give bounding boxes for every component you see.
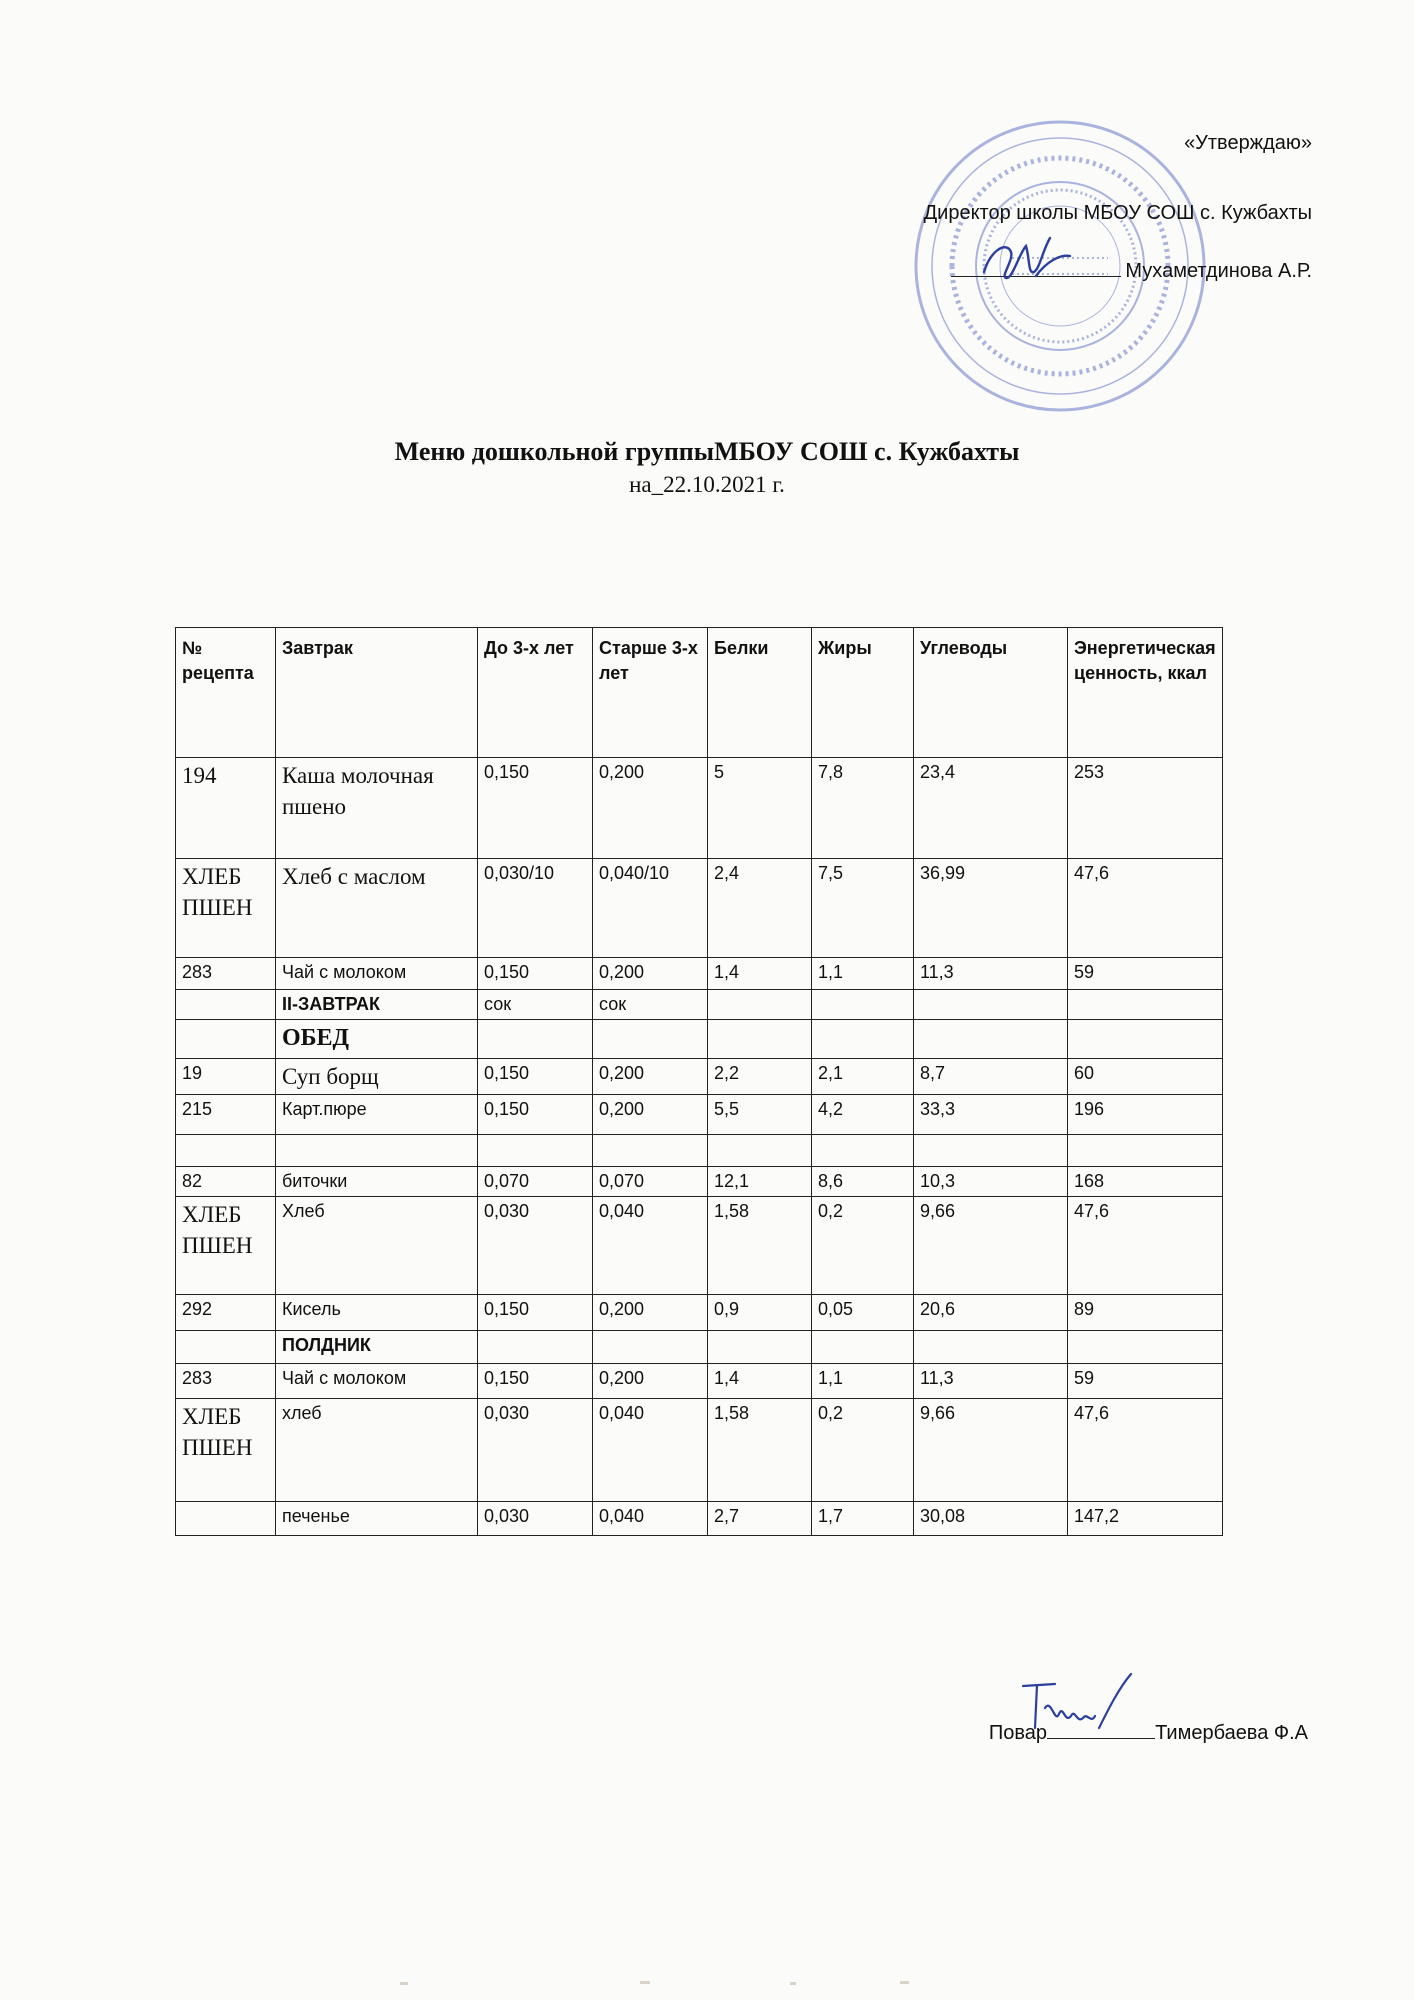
table-cell — [176, 1502, 276, 1536]
table-cell — [276, 1134, 478, 1166]
table-cell: 30,08 — [914, 1502, 1068, 1536]
header-cell: Завтрак — [276, 628, 478, 758]
table-cell: 9,66 — [914, 1197, 1068, 1295]
table-cell: Чай с молоком — [276, 958, 478, 990]
table-cell: ХЛЕБ ПШЕН — [176, 859, 276, 958]
table-cell — [708, 990, 812, 1020]
approval-position: Директор школы МБОУ СОШ с. Кужбахты — [923, 202, 1312, 224]
header-cell: Старше 3-х лет — [593, 628, 708, 758]
table-cell: 59 — [1068, 1364, 1223, 1399]
table-cell — [176, 1134, 276, 1166]
table-row — [176, 1364, 1223, 1399]
table-cell — [1068, 1020, 1223, 1059]
table-cell — [708, 1020, 812, 1059]
table-cell: 5,5 — [708, 1094, 812, 1134]
table-cell: 1,4 — [708, 958, 812, 990]
table-cell — [812, 990, 914, 1020]
scan-artifacts — [0, 1978, 1414, 1990]
header-cell: До 3-х лет — [478, 628, 593, 758]
table-cell: 0,200 — [593, 1295, 708, 1331]
table-cell — [478, 1331, 593, 1364]
table-cell: 59 — [1068, 958, 1223, 990]
table-cell: 20,6 — [914, 1295, 1068, 1331]
table-cell: 10,3 — [914, 1166, 1068, 1196]
table-cell: 283 — [176, 1364, 276, 1399]
table-cell: ХЛЕБ ПШЕН — [176, 1197, 276, 1295]
table-cell: 168 — [1068, 1166, 1223, 1196]
table-cell — [176, 990, 276, 1020]
table-cell: 0,150 — [478, 958, 593, 990]
table-cell: Каша молочная пшено — [276, 758, 478, 859]
table-cell: 194 — [176, 758, 276, 859]
approval-name: Мухаметдинова А.Р. — [1125, 260, 1312, 282]
table-cell: Кисель — [276, 1295, 478, 1331]
header-cell: Углеводы — [914, 628, 1068, 758]
table-cell: 1,1 — [812, 958, 914, 990]
table-cell: 47,6 — [1068, 1197, 1223, 1295]
table-cell: 0,150 — [478, 1295, 593, 1331]
table-cell: 7,5 — [812, 859, 914, 958]
table-cell: 0,2 — [812, 1197, 914, 1295]
approval-heading: «Утверждаю» — [1184, 132, 1312, 154]
table-cell — [914, 990, 1068, 1020]
table-cell: 9,66 — [914, 1399, 1068, 1502]
table-cell: сок — [593, 990, 708, 1020]
section-label: II-ЗАВТРАК — [276, 990, 478, 1020]
table-cell: 1,7 — [812, 1502, 914, 1536]
table-cell: 196 — [1068, 1094, 1223, 1134]
table-cell: 0,200 — [593, 1364, 708, 1399]
table-row — [176, 1197, 1223, 1295]
table-cell: 82 — [176, 1166, 276, 1196]
table-cell — [593, 1134, 708, 1166]
table-cell: 8,7 — [914, 1058, 1068, 1094]
table-cell: Хлеб — [276, 1197, 478, 1295]
table-cell: 147,2 — [1068, 1502, 1223, 1536]
table-cell: 5 — [708, 758, 812, 859]
table-cell: 253 — [1068, 758, 1223, 859]
table-cell: 1,1 — [812, 1364, 914, 1399]
table-cell — [812, 1020, 914, 1059]
table-cell: 1,58 — [708, 1399, 812, 1502]
table-cell: 283 — [176, 958, 276, 990]
table-cell: 0,150 — [478, 1094, 593, 1134]
table-cell: 0,9 — [708, 1295, 812, 1331]
table-cell: 4,2 — [812, 1094, 914, 1134]
table-cell: 19 — [176, 1058, 276, 1094]
table-cell — [176, 1020, 276, 1059]
table-row — [176, 1058, 1223, 1094]
table-cell: сок — [478, 990, 593, 1020]
table-cell: Суп борщ — [276, 1058, 478, 1094]
table-cell — [708, 1134, 812, 1166]
table-cell: 8,6 — [812, 1166, 914, 1196]
table-cell: биточки — [276, 1166, 478, 1196]
header-cell: Жиры — [812, 628, 914, 758]
table-cell: 0,030 — [478, 1399, 593, 1502]
table-cell: 11,3 — [914, 958, 1068, 990]
table-cell: 0,040/10 — [593, 859, 708, 958]
table-cell: 1,58 — [708, 1197, 812, 1295]
table-row — [176, 1399, 1223, 1502]
table-cell: 47,6 — [1068, 1399, 1223, 1502]
table-cell: 11,3 — [914, 1364, 1068, 1399]
table-row — [176, 1094, 1223, 1134]
table-row — [176, 758, 1223, 859]
table-cell — [1068, 1134, 1223, 1166]
table-cell: Хлеб с маслом — [276, 859, 478, 958]
table-cell — [914, 1020, 1068, 1059]
header-cell: Энергетическая ценность, ккал — [1068, 628, 1223, 758]
table-cell: 0,030 — [478, 1502, 593, 1536]
table-cell: 0,070 — [478, 1166, 593, 1196]
table-row-empty — [176, 1134, 1223, 1166]
table-cell — [914, 1331, 1068, 1364]
table-cell — [708, 1331, 812, 1364]
table-row — [176, 1295, 1223, 1331]
table-row — [176, 1502, 1223, 1536]
table-cell: 0,05 — [812, 1295, 914, 1331]
section-label: ПОЛДНИК — [276, 1331, 478, 1364]
menu-table — [175, 627, 1223, 1536]
page-title: Меню дошкольной группыМБОУ СОШ с. Кужбахты — [394, 437, 1020, 466]
table-row — [176, 990, 1223, 1020]
table-cell: 12,1 — [708, 1166, 812, 1196]
table-cell: 1,4 — [708, 1364, 812, 1399]
table-row — [176, 1166, 1223, 1196]
table-cell: 0,200 — [593, 958, 708, 990]
table-cell: 36,99 — [914, 859, 1068, 958]
table-cell: 0,030 — [478, 1197, 593, 1295]
table-cell: 0,040 — [593, 1399, 708, 1502]
table-cell — [812, 1134, 914, 1166]
table-cell: 215 — [176, 1094, 276, 1134]
table-cell: 0,200 — [593, 1058, 708, 1094]
table-cell: 23,4 — [914, 758, 1068, 859]
table-cell: 0,200 — [593, 758, 708, 859]
cook-signature-block — [989, 1720, 1308, 1745]
table-cell — [478, 1020, 593, 1059]
table-cell: 2,4 — [708, 859, 812, 958]
header-cell: № рецепта — [176, 628, 276, 758]
table-cell — [812, 1331, 914, 1364]
table-header-row — [176, 628, 1223, 758]
table-cell: 2,1 — [812, 1058, 914, 1094]
table-cell: Карт.пюре — [276, 1094, 478, 1134]
cook-name: Тимербаева Ф.А — [1155, 1722, 1308, 1744]
table-cell: 33,3 — [914, 1094, 1068, 1134]
table-cell: 0,070 — [593, 1166, 708, 1196]
table-cell — [1068, 1331, 1223, 1364]
table-cell — [1068, 990, 1223, 1020]
table-cell: 2,7 — [708, 1502, 812, 1536]
table-cell: 47,6 — [1068, 859, 1223, 958]
table-cell: 0,040 — [593, 1197, 708, 1295]
table-cell: 0,150 — [478, 1364, 593, 1399]
signature-icon — [970, 232, 1080, 290]
table-cell — [914, 1134, 1068, 1166]
table-row — [176, 859, 1223, 958]
table-cell: 0,150 — [478, 1058, 593, 1094]
table-cell: 292 — [176, 1295, 276, 1331]
table-cell: 0,030/10 — [478, 859, 593, 958]
table-cell — [478, 1134, 593, 1166]
table-row — [176, 1331, 1223, 1364]
page-date: на_22.10.2021 г. — [629, 472, 785, 497]
table-cell: 2,2 — [708, 1058, 812, 1094]
header-cell: Белки — [708, 628, 812, 758]
table-cell: ХЛЕБ ПШЕН — [176, 1399, 276, 1502]
table-row — [176, 1020, 1223, 1059]
table-cell — [593, 1020, 708, 1059]
table-cell: 0,200 — [593, 1094, 708, 1134]
section-label: ОБЕД — [276, 1020, 478, 1059]
table-cell: хлеб — [276, 1399, 478, 1502]
table-cell: 0,150 — [478, 758, 593, 859]
table-cell — [593, 1331, 708, 1364]
signature-underline — [1047, 1720, 1155, 1739]
table-cell: 60 — [1068, 1058, 1223, 1094]
table-cell — [176, 1331, 276, 1364]
table-cell: 0,040 — [593, 1502, 708, 1536]
table-cell: Чай с молоком — [276, 1364, 478, 1399]
table-cell: 89 — [1068, 1295, 1223, 1331]
table-cell: 7,8 — [812, 758, 914, 859]
table-cell: 0,2 — [812, 1399, 914, 1502]
table-row — [176, 958, 1223, 990]
table-cell: печенье — [276, 1502, 478, 1536]
cook-label: Повар — [988, 1722, 1048, 1744]
